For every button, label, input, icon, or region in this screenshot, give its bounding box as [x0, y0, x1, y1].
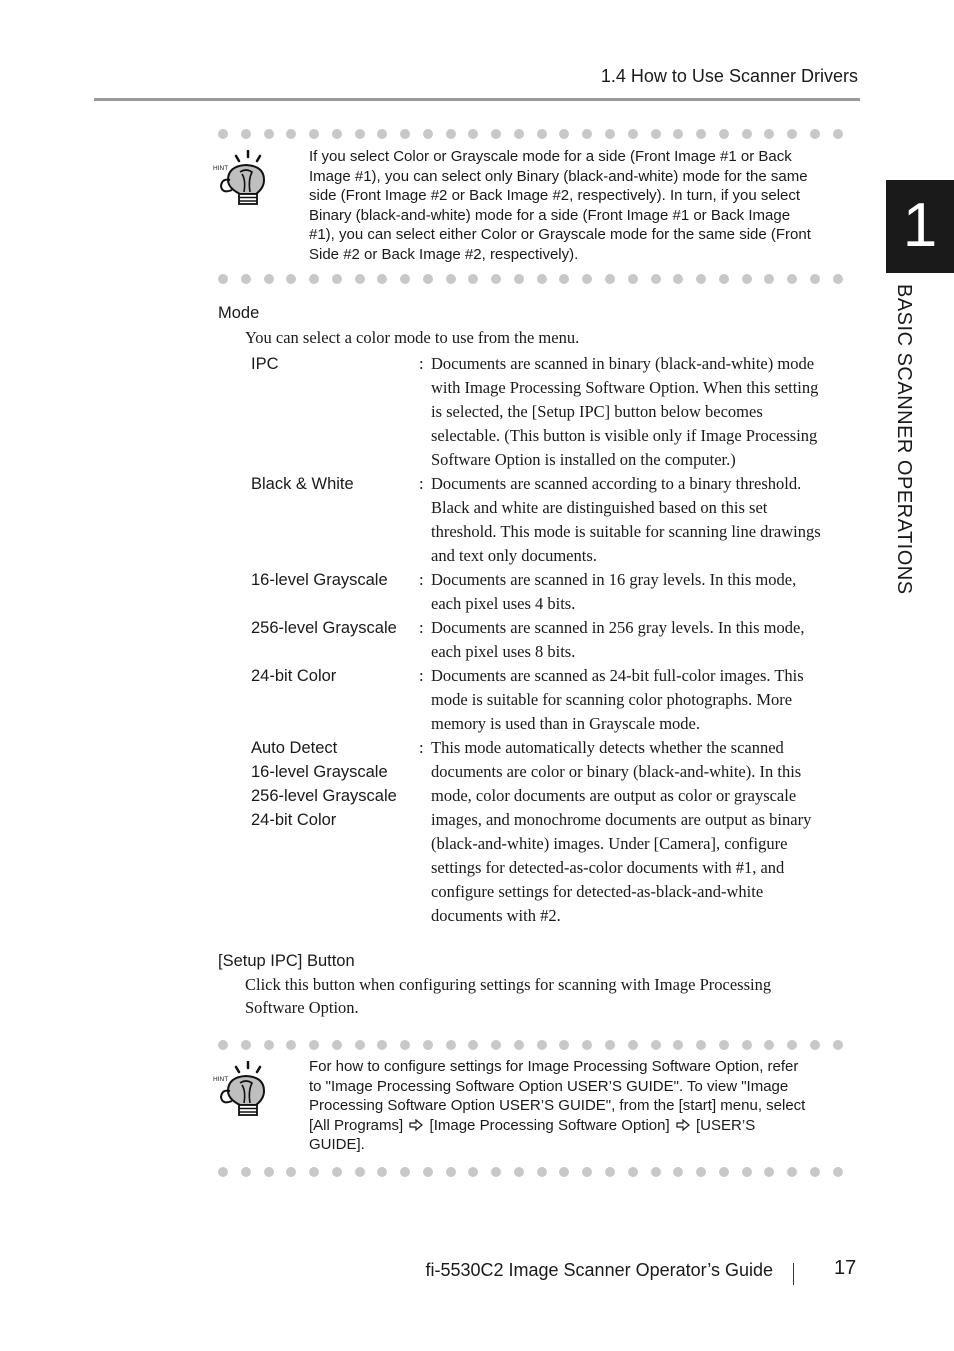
dot: [491, 129, 501, 139]
dot: [605, 129, 615, 139]
dot: [309, 274, 319, 284]
dot: [742, 1167, 752, 1177]
dot: [810, 1040, 820, 1050]
dot: [696, 129, 706, 139]
dot: [241, 274, 251, 284]
mode-desc-line: selectable. (This button is visible only if Image Processing: [431, 426, 818, 445]
dot: [264, 129, 274, 139]
dot: [286, 1167, 296, 1177]
hint-1-line: Binary (black-and-white) mode for a side (Front Image #1 or Back Image: [309, 206, 791, 224]
dot: [468, 1167, 478, 1177]
dot: [377, 274, 387, 284]
mode-term-line: 24-bit Color: [251, 667, 337, 685]
mode-term-line: 24-bit Color: [251, 811, 337, 829]
dot: [787, 1167, 797, 1177]
dot: [446, 1167, 456, 1177]
mode-desc-24-bit: [431, 664, 861, 736]
dot: [559, 1167, 569, 1177]
dot: [423, 274, 433, 284]
mode-desc-auto-detect: [431, 736, 861, 928]
footer-guide-title: fi-5530C2 Image Scanner Operator’s Guide: [425, 1260, 773, 1280]
chapter-title-text: BASIC SCANNER OPERATIONS: [893, 284, 915, 595]
mode-desc-line: Documents are scanned in 256 gray levels. In this mode,: [431, 618, 805, 637]
dot: [355, 1040, 365, 1050]
mode-desc-line: with Image Processing Software Option. When this setting: [431, 378, 819, 397]
dot: [537, 274, 547, 284]
dot: [582, 129, 592, 139]
mode-desc-line: configure settings for detected-as-black-and-white: [431, 882, 764, 901]
menu-path-all-programs: [All Programs]: [309, 1116, 404, 1134]
dot: [286, 129, 296, 139]
dot: [719, 129, 729, 139]
dot: [833, 1167, 843, 1177]
hint-1-line: Image #1), you can select only Binary (black-and-white) mode for the same: [309, 167, 808, 185]
setup-ipc-section-title: [Setup IPC] Button: [218, 952, 355, 970]
setup-ipc-line: Software Option.: [245, 998, 359, 1017]
arrow-right-icon: [676, 1119, 690, 1131]
hint-1-text: [309, 147, 849, 264]
mode-desc-line: Documents are scanned in 16 gray levels. In this mode,: [431, 570, 797, 589]
hint-2-line: For how to configure settings for Image Processing Software Option, refer: [309, 1058, 799, 1075]
footer-separator: [793, 1263, 794, 1285]
mode-term-line: 256-level Grayscale: [251, 619, 397, 637]
mode-intro: You can select a color mode to use from the menu.: [245, 328, 580, 347]
mode-desc-line: each pixel uses 8 bits.: [431, 642, 576, 661]
dot: [559, 129, 569, 139]
mode-desc-line: This mode automatically detects whether the scanned: [431, 738, 784, 757]
dot: [218, 274, 228, 284]
dot: [764, 1040, 774, 1050]
dot: [537, 1167, 547, 1177]
dot: [719, 274, 729, 284]
dot: [491, 274, 501, 284]
dot: [605, 1167, 615, 1177]
dot: [673, 274, 683, 284]
hint-1-line: #1), you can select either Color or Grayscale mode for the same side (Front: [309, 226, 811, 243]
dot: [787, 274, 797, 284]
mode-term-line: 16-level Grayscale: [251, 763, 388, 781]
mode-desc-line: mode, color documents are output as color or grayscale: [431, 786, 797, 805]
hint-1-line: side (Front Image #2 or Back Image #2, respectively). In turn, if you select: [309, 187, 801, 204]
dot: [628, 1040, 638, 1050]
mode-desc-line: mode is suitable for scanning color photographs. More: [431, 690, 793, 709]
mode-section-title: Mode: [218, 304, 260, 322]
mode-desc-black-white: [431, 472, 861, 568]
header-rule: [94, 98, 860, 101]
dot: [628, 1167, 638, 1177]
hint-top-dots: [218, 129, 843, 140]
hint-2-line: to "Image Processing Software Option USER’S GUIDE". To view "Image: [309, 1077, 789, 1095]
mode-term-auto-detect: [251, 736, 421, 832]
dot: [537, 1040, 547, 1050]
mode-term-line: Auto Detect: [251, 739, 338, 757]
dot: [810, 129, 820, 139]
dot: [468, 129, 478, 139]
mode-term-black-white: [251, 472, 421, 496]
dot: [696, 274, 706, 284]
dot: [241, 129, 251, 139]
hint-label: HINT: [213, 165, 229, 172]
mode-term-ipc: [251, 352, 421, 376]
arrow-right-icon: [409, 1119, 423, 1131]
hint-2-line: GUIDE].: [309, 1136, 365, 1153]
dot: [423, 1040, 433, 1050]
dot: [309, 1167, 319, 1177]
dot: [742, 129, 752, 139]
mode-desc-line: documents are color or binary (black-and-white). In this: [431, 762, 802, 781]
menu-path-users-guide: [USER’S: [696, 1116, 756, 1134]
hint-bottom-dots: [218, 1167, 843, 1178]
dot: [696, 1040, 706, 1050]
dot: [559, 274, 569, 284]
dot: [764, 274, 774, 284]
dot: [446, 1040, 456, 1050]
menu-path-image-processing: [Image Processing Software Option]: [429, 1116, 670, 1134]
mode-desc-line: Documents are scanned according to a binary threshold.: [431, 474, 802, 493]
dot: [833, 274, 843, 284]
mode-desc-line: is selected, the [Setup IPC] button below becomes: [431, 402, 763, 421]
setup-ipc-description: [245, 973, 771, 1019]
dot: [673, 1040, 683, 1050]
dot: [332, 1040, 342, 1050]
dot: [355, 129, 365, 139]
dot: [400, 274, 410, 284]
dot: [651, 1167, 661, 1177]
mode-desc-line: images, and monochrome documents are output as binary: [431, 810, 812, 829]
mode-desc-line: memory is used than in Grayscale mode.: [431, 714, 700, 733]
mode-term-line: 256-level Grayscale: [251, 787, 397, 805]
dot: [810, 274, 820, 284]
mode-term-24-bit: [251, 664, 421, 688]
dot: [559, 1040, 569, 1050]
mode-desc-line: Documents are scanned in binary (black-and-white) mode: [431, 354, 815, 373]
dot: [332, 129, 342, 139]
mode-term-line: Black & White: [251, 475, 354, 493]
dot: [673, 129, 683, 139]
hint-2-line: [309, 1116, 849, 1136]
dot: [742, 1040, 752, 1050]
dot: [332, 274, 342, 284]
page-number: 17: [834, 1257, 857, 1279]
mode-colon: :: [419, 738, 424, 757]
mode-colon: :: [419, 354, 424, 373]
mode-desc-256-level: [431, 616, 861, 664]
dot: [491, 1167, 501, 1177]
dot: [605, 1040, 615, 1050]
chapter-number: 1: [902, 191, 938, 260]
mode-desc-ipc: [431, 352, 861, 472]
dot: [286, 274, 296, 284]
dot: [651, 1040, 661, 1050]
hint-bottom-dots: [218, 274, 843, 285]
dot: [491, 1040, 501, 1050]
dot: [400, 1040, 410, 1050]
dot: [787, 1040, 797, 1050]
mode-colon: :: [419, 570, 424, 589]
dot: [400, 129, 410, 139]
dot: [810, 1167, 820, 1177]
hint-label: HINT: [213, 1076, 229, 1083]
dot: [833, 1040, 843, 1050]
dot: [582, 1040, 592, 1050]
dot: [787, 129, 797, 139]
mode-term-256-level: [251, 616, 421, 640]
hint-2-line: Processing Software Option USER’S GUIDE", from the [start] menu, select: [309, 1097, 806, 1114]
dot: [514, 274, 524, 284]
hint-1-line: Side #2 or Back Image #2, respectively).: [309, 245, 579, 263]
chapter-title: [892, 284, 938, 624]
dot: [423, 129, 433, 139]
dot: [651, 274, 661, 284]
mode-desc-line: documents with #2.: [431, 906, 561, 925]
dot: [605, 274, 615, 284]
mode-desc-line: Documents are scanned as 24-bit full-color images. This: [431, 666, 804, 685]
mode-colon: :: [419, 474, 424, 493]
dot: [218, 129, 228, 139]
dot: [628, 129, 638, 139]
mode-desc-16-level: [431, 568, 861, 616]
dot: [286, 1040, 296, 1050]
mode-colon: :: [419, 618, 424, 637]
dot: [377, 1040, 387, 1050]
page-header-section: 1.4 How to Use Scanner Drivers: [600, 66, 858, 86]
dot: [309, 129, 319, 139]
hint-top-dots: [218, 1040, 843, 1051]
dot: [514, 1167, 524, 1177]
dot: [514, 129, 524, 139]
dot: [241, 1040, 251, 1050]
dot: [264, 274, 274, 284]
setup-ipc-line: Click this button when configuring settings for scanning with Image Processing: [245, 975, 772, 994]
dot: [446, 274, 456, 284]
hint-2-text: [309, 1057, 849, 1155]
dot: [719, 1167, 729, 1177]
mode-desc-line: Software Option is installed on the computer.): [431, 450, 736, 469]
mode-desc-line: (black-and-white) images. Under [Camera], configure: [431, 834, 788, 853]
dot: [400, 1167, 410, 1177]
dot: [423, 1167, 433, 1177]
dot: [309, 1040, 319, 1050]
mode-colon: :: [419, 666, 424, 685]
dot: [264, 1040, 274, 1050]
mode-desc-line: each pixel uses 4 bits.: [431, 594, 576, 613]
dot: [673, 1167, 683, 1177]
dot: [764, 1167, 774, 1177]
dot: [764, 129, 774, 139]
dot: [651, 129, 661, 139]
hint-lightbulb-icon: [212, 150, 278, 206]
dot: [468, 274, 478, 284]
dot: [719, 1040, 729, 1050]
dot: [218, 1167, 228, 1177]
mode-term-16-level: [251, 568, 421, 592]
hint-lightbulb-icon: [212, 1061, 278, 1117]
dot: [377, 1167, 387, 1177]
dot: [514, 1040, 524, 1050]
dot: [582, 1167, 592, 1177]
dot: [355, 1167, 365, 1177]
dot: [628, 274, 638, 284]
mode-desc-line: and text only documents.: [431, 546, 597, 565]
mode-desc-line: Black and white are distinguished based on this set: [431, 498, 768, 517]
dot: [742, 274, 752, 284]
dot: [833, 129, 843, 139]
dot: [241, 1167, 251, 1177]
dot: [218, 1040, 228, 1050]
mode-term-line: IPC: [251, 355, 279, 373]
mode-term-line: 16-level Grayscale: [251, 571, 388, 589]
dot: [537, 129, 547, 139]
hint-1-line: If you select Color or Grayscale mode for a side (Front Image #1 or Back: [309, 148, 792, 165]
dot: [582, 274, 592, 284]
dot: [696, 1167, 706, 1177]
dot: [332, 1167, 342, 1177]
dot: [264, 1167, 274, 1177]
dot: [355, 274, 365, 284]
mode-desc-line: settings for detected-as-color documents with #1, and: [431, 858, 785, 877]
dot: [468, 1040, 478, 1050]
mode-desc-line: threshold. This mode is suitable for scanning line drawings: [431, 522, 821, 541]
dot: [446, 129, 456, 139]
dot: [377, 129, 387, 139]
